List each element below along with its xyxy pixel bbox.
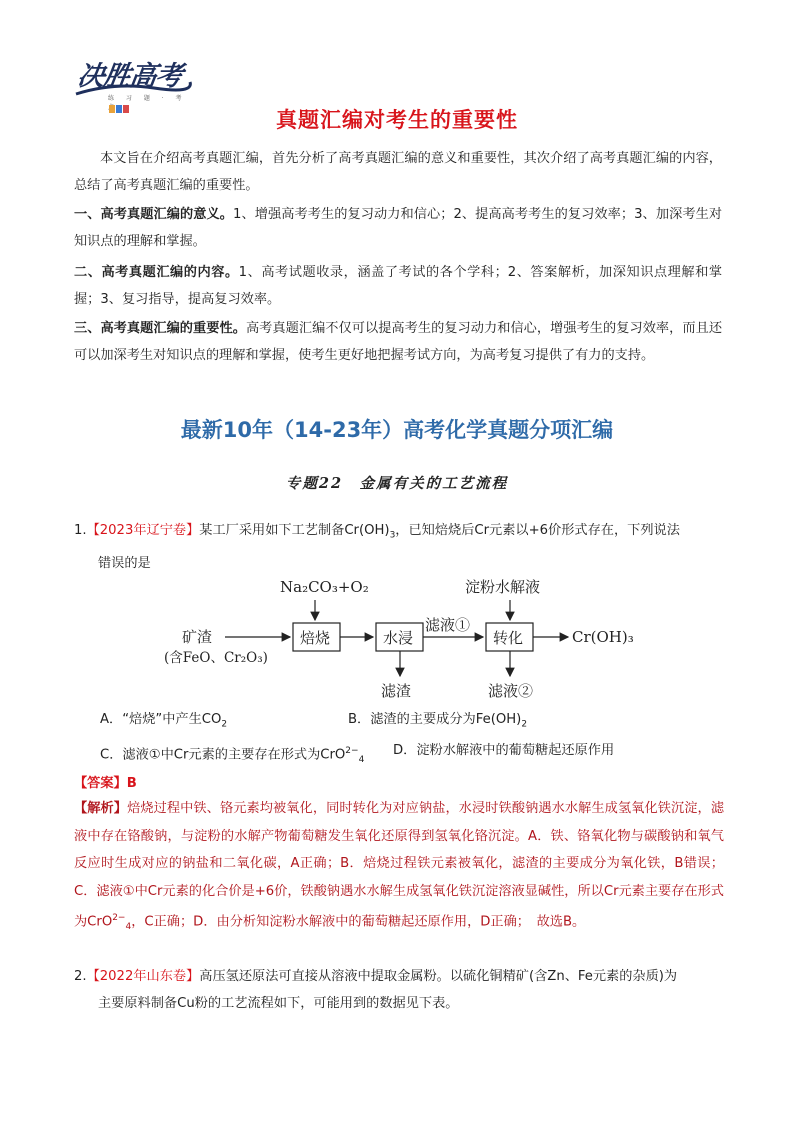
option-b-sub: 2 — [521, 719, 528, 730]
explanation-text-1: 焙烧过程中铁、铬元素均被氧化，同时转化为对应钠盐，水浸时铁酸钠遇水水解生成氢氧化铁沉淀，滤液中存在铬酸钠，与淀粉的水解产物葡萄糖发生氧化还原得到氢氧化铬沉淀。A．铁、铬氧化物与碳酸钠和氧气反应时生成对应的钠盐和二氧化碳，A正确；B．焙烧过程铁元素被氧化，滤渣的主要成分为氧化铁，B错误；C．滤液①中Cr元素的化合价是+6价，铁酸钠遇水水解生成氢氧化铁沉淀溶液显碱性，所以Cr元素主要存在形式为CrO — [74, 801, 725, 930]
question-2-stem — [74, 963, 724, 1017]
answer-label: 【答案】B — [74, 776, 137, 791]
question-2-stem-a: 高压氢还原法可直接从溶液中提取金属粉。以硫化铜精矿(含Zn、Fe元素的杂质)为 — [199, 969, 678, 984]
flow-step-roast: 焙烧 — [300, 629, 331, 647]
intro-point-1 — [74, 201, 722, 255]
intro-paragraph: 本文旨在介绍高考真题汇编，首先分析了高考真题汇编的意义和重要性，其次介绍了高考真题汇编的内容，总结了高考真题汇编的重要性。 — [74, 151, 722, 193]
option-c[interactable] — [100, 741, 364, 770]
flow-product: Cr(OH)₃ — [572, 628, 634, 646]
topic-heading: 专题22 金属有关的工艺流程 — [285, 475, 509, 492]
option-c-sub: 4 — [358, 755, 365, 766]
option-d[interactable] — [393, 741, 614, 761]
flow-filtrate-1: 滤液① — [425, 616, 471, 634]
logo-subtitle: 练 习 题 · 考 — [108, 95, 187, 102]
flow-filtrate-2: 滤液② — [488, 682, 534, 700]
option-d-text: D．淀粉水解液中的葡萄糖起还原作用 — [393, 743, 615, 758]
flow-raw-note: (含FeO、Cr₂O₃) — [164, 650, 268, 666]
explanation-sup: 2− — [112, 913, 126, 923]
question-2-number: 2. — [74, 969, 87, 984]
option-c-sup: 2− — [345, 746, 359, 756]
process-flow-diagram — [160, 570, 660, 705]
point-2-text: 1、高考试题收录，涵盖了考试的各个学科；2、答案解析，加深知识点理解和掌握；3、复习指导，提高复习效率。 — [74, 265, 723, 307]
flow-step-convert: 转化 — [493, 629, 524, 647]
flow-input-reagent-2: 淀粉水解液 — [465, 578, 541, 596]
option-b[interactable] — [348, 710, 527, 735]
question-1-stem-sub: 3 — [389, 530, 396, 541]
point-1-label: 一、高考真题汇编的意义。 — [74, 207, 234, 222]
intro-point-3 — [74, 315, 722, 369]
flow-residue: 滤渣 — [381, 682, 412, 700]
explanation-label: 【解析】 — [74, 801, 128, 816]
section-title: 最新10年（14-23年）高考化学真题分项汇编 — [180, 418, 614, 442]
explanation-text-2: ，C正确；D．由分析知淀粉水解液中的葡萄糖起还原作用，D正确； 故选B。 — [131, 914, 586, 930]
option-c-text: C．滤液①中Cr元素的主要存在形式为CrO — [100, 747, 346, 763]
flow-raw-material: 矿渣 — [182, 628, 213, 646]
point-3-text: 高考真题汇编不仅可以提高考生的复习动力和信心，增强考生的复习效率，而且还可以加深考生对知识点的理解和掌握，使考生更好地把握考试方向，为高考复习提供了有力的支持。 — [74, 321, 723, 363]
question-1-stem-c: 错误的是 — [98, 555, 151, 571]
page-title: 真题汇编对考生的重要性 — [276, 108, 518, 132]
question-2-stem-b: 主要原料制备Cu粉的工艺流程如下，可能用到的数据见下表。 — [98, 996, 459, 1011]
flow-step-leach: 水浸 — [383, 629, 414, 647]
point-1-text: 1、增强高考考生的复习动力和信心；2、提高高考考生的复习效率；3、加深考生对知识点的理解和掌握。 — [74, 207, 723, 249]
question-1-stem-a: 某工厂采用如下工艺制备Cr(OH) — [199, 523, 390, 538]
question-1-tag: 【2023年辽宁卷】 — [86, 523, 200, 538]
flow-input-reagent-1: Na₂CO₃+O₂ — [280, 578, 369, 596]
explanation — [74, 795, 724, 942]
point-3-label: 三、高考真题汇编的重要性。 — [74, 321, 246, 336]
point-2-label: 二、高考真题汇编的内容。 — [74, 265, 239, 280]
question-2-tag: 【2022年山东卷】 — [86, 969, 200, 984]
option-a[interactable] — [100, 710, 227, 735]
question-1-number: 1. — [74, 523, 87, 538]
logo-text: 决胜高考 — [75, 61, 184, 92]
intro-point-2 — [74, 259, 722, 313]
question-1-stem-b: ，已知焙烧后Cr元素以+6价形式存在，下列说法 — [395, 523, 680, 538]
option-a-sub: 2 — [221, 719, 228, 730]
option-a-text: A．“焙烧”中产生CO — [100, 712, 222, 727]
explanation-sub: 4 — [125, 922, 132, 933]
option-b-text: B．滤渣的主要成分为Fe(OH) — [348, 712, 522, 727]
question-1-stem — [74, 517, 724, 577]
